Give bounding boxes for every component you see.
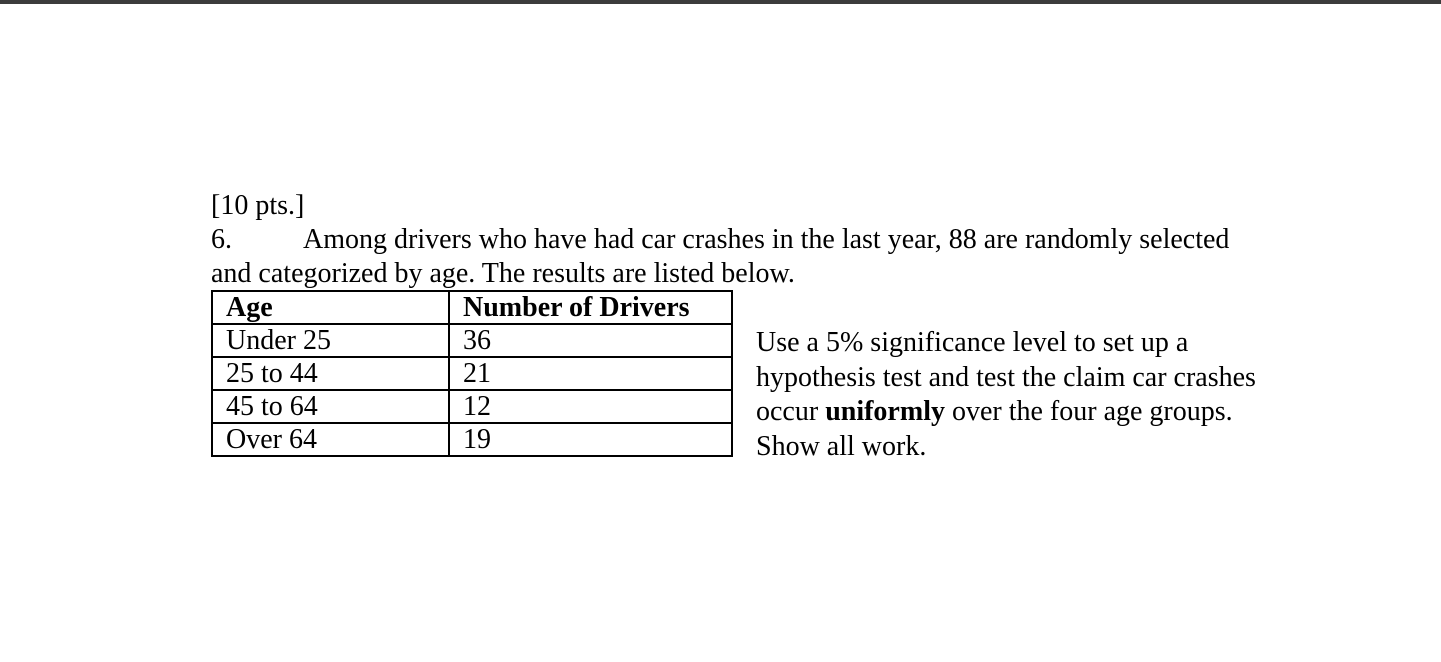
drivers-age-table: [211, 290, 733, 457]
points-label: [10 pts.]: [211, 190, 305, 221]
table-row: [212, 324, 732, 357]
instructions-line4: Show all work.: [756, 430, 927, 462]
count-cell: 21: [449, 357, 732, 390]
age-cell: Over 64: [212, 423, 449, 456]
table-row: [212, 390, 732, 423]
instructions-emphasis-uniformly: uniformly: [825, 396, 945, 427]
table-header-row: [212, 291, 732, 324]
age-cell: 25 to 44: [212, 357, 449, 390]
instructions-line3-prefix: occur: [756, 396, 826, 427]
top-border-bar: [0, 0, 1441, 4]
instructions-line3-suffix: over the four age groups.: [944, 396, 1233, 427]
question-intro-line2: and categorized by age. The results are listed below.: [211, 258, 795, 289]
age-cell: 45 to 64: [212, 390, 449, 423]
instructions-line1: Use a 5% significance level to set up a: [756, 327, 1189, 358]
instructions-line3: [756, 395, 1316, 430]
count-cell: 19: [449, 423, 732, 456]
table-row: [212, 423, 732, 456]
question-number: 6.: [211, 224, 232, 255]
question-first-line: [211, 223, 1311, 257]
count-cell: 36: [449, 324, 732, 357]
question-intro-line1: Among drivers who have had car crashes in the last year, 88 are randomly selected: [303, 224, 1230, 255]
instructions-text: [756, 326, 1316, 464]
instructions-line2: hypothesis test and test the claim car crashes: [756, 361, 1256, 393]
table-row: [212, 357, 732, 390]
question-block: [211, 189, 1311, 291]
age-cell: Under 25: [212, 324, 449, 357]
header-number-of-drivers: Number of Drivers: [449, 291, 732, 324]
count-cell: 12: [449, 390, 732, 423]
header-age: Age: [212, 291, 449, 324]
